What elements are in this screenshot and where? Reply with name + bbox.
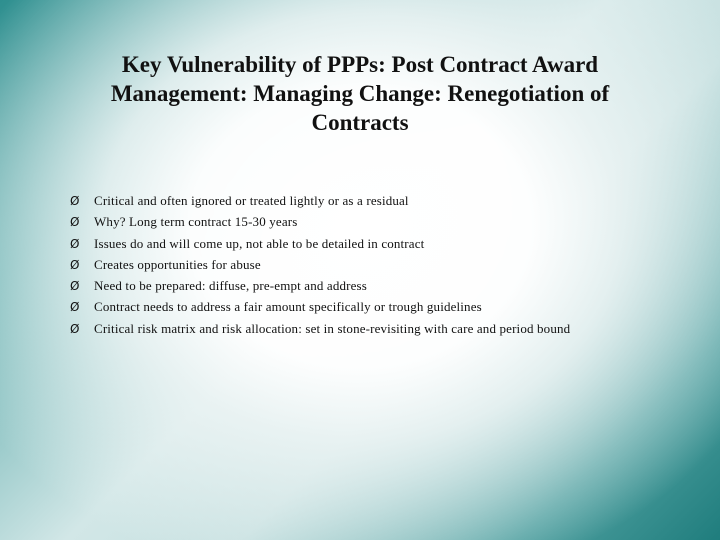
bullet-item: [70, 193, 690, 214]
arrowhead-bullet-icon: Ø: [70, 194, 80, 208]
bullet-text: Contract needs to address a fair amount specifically or trough guidelines: [94, 299, 482, 315]
bullet-item: [70, 257, 690, 278]
bullet-item: [70, 299, 690, 320]
bullet-text: Need to be prepared: diffuse, pre-empt and address: [94, 278, 367, 294]
arrowhead-bullet-icon: Ø: [70, 215, 80, 230]
bullet-item: [70, 214, 690, 235]
bullet-text: Critical and often ignored or treated lightly or as a residual: [94, 193, 409, 208]
bullet-text: Creates opportunities for abuse: [94, 256, 261, 272]
bullet-text: Issues do and will come up, not able to be detailed in contract: [94, 235, 425, 251]
bullet-item: [70, 321, 690, 342]
bullet-list: [70, 193, 690, 342]
bullet-item: [70, 236, 690, 257]
arrowhead-bullet-icon: Ø: [70, 300, 80, 315]
arrowhead-bullet-icon: Ø: [70, 279, 80, 294]
arrowhead-bullet-icon: Ø: [70, 236, 80, 251]
bullet-text: Why? Long term contract 15-30 years: [94, 214, 298, 230]
bullet-text: Critical risk matrix and risk allocation: set in stone-revisiting with care and period bound: [94, 320, 571, 336]
arrowhead-bullet-icon: Ø: [70, 321, 80, 336]
arrowhead-bullet-icon: Ø: [70, 257, 80, 272]
bullet-item: [70, 278, 690, 299]
slide-title: Key Vulnerability of PPPs: Post Contract Award Management: Managing Change: Renegotiation of Contracts: [110, 52, 610, 135]
